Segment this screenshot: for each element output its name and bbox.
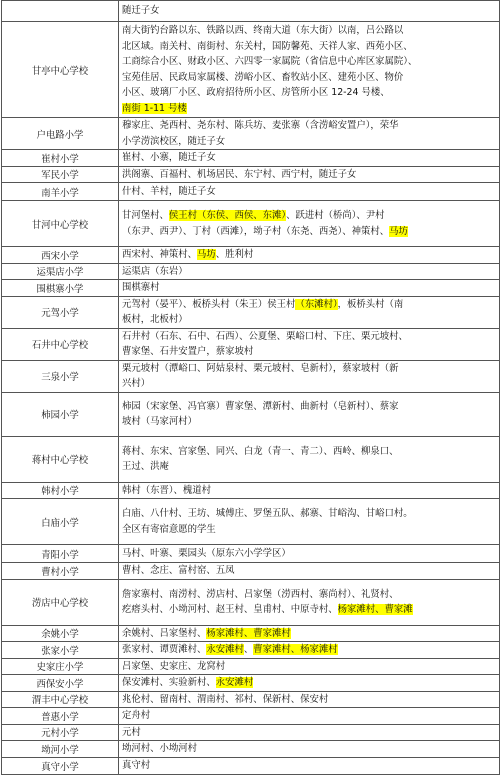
school-name-cell: 围棋寨小学 — [2, 280, 119, 297]
school-name-cell: 甘亭中心学校 — [2, 22, 119, 118]
school-name-cell: 元村小学 — [2, 724, 119, 741]
highlighted-text: 杨家滩村、曹家滩村 — [206, 627, 291, 639]
table-row — [2, 280, 500, 297]
table-row — [2, 675, 500, 692]
table-row — [2, 642, 500, 659]
area-text: 柿园（宋家堡、冯官寨）曹家堡、潭新村、曲新村（皂新村）、蔡家 — [122, 400, 399, 412]
school-name-cell: 西保安小学 — [2, 675, 119, 692]
table-row — [2, 118, 500, 150]
school-name-cell: 张家小学 — [2, 642, 119, 659]
area-text: 什村、羊村，随迁子女 — [122, 185, 216, 197]
area-text: 元驾村（晏平）、板桥头村（朱王）侯王村 — [122, 298, 296, 310]
catchment-area-cell — [119, 658, 500, 675]
area-line — [122, 675, 496, 691]
area-line — [122, 758, 496, 774]
area-line — [122, 399, 496, 415]
catchment-area-cell — [119, 642, 500, 659]
highlighted-text: 南街 1-11 号楼 — [122, 102, 187, 114]
table-row — [2, 392, 500, 436]
area-text: 兴村） — [122, 378, 151, 389]
area-text: 崔村、小寨，随迁子女 — [122, 152, 216, 163]
school-name-cell: 三泉小学 — [2, 360, 119, 392]
area-line — [122, 134, 496, 150]
area-line — [122, 224, 496, 240]
highlighted-text: 侯王村（东侯、西侯、东滩） — [168, 210, 287, 221]
area-line — [122, 329, 496, 345]
catchment-area-cell — [119, 708, 500, 725]
table-row — [2, 436, 500, 482]
table-row — [2, 545, 500, 563]
school-name-cell: 白庙小学 — [2, 499, 119, 545]
table-row — [2, 263, 500, 280]
catchment-area-cell — [119, 166, 500, 183]
catchment-area-cell — [119, 201, 500, 247]
catchment-area-cell — [119, 118, 500, 150]
area-text: 洪阁寨、百福村、机场居民、东宁村、西宁村，随迁子女 — [122, 168, 357, 180]
area-line — [122, 70, 496, 86]
area-line — [122, 444, 496, 460]
area-line — [122, 546, 496, 562]
area-text: 西宋村、神策村、 — [122, 249, 198, 260]
highlighted-text: （东滩村） — [295, 298, 338, 310]
table-row — [2, 150, 500, 167]
school-name-cell: 史家庄小学 — [2, 658, 119, 675]
area-text: 工商综合小区、财政小区、六四零一家属院（省信息中心库区家属院）、 — [122, 56, 418, 67]
table-row — [2, 579, 500, 625]
school-name-cell — [2, 1, 119, 22]
area-line — [122, 626, 496, 642]
area-line — [122, 459, 496, 475]
area-line — [122, 264, 496, 280]
school-name-cell: 坳河小学 — [2, 741, 119, 758]
school-name-cell: 渭丰中心学校 — [2, 691, 119, 708]
table-row — [2, 183, 500, 201]
table-row — [2, 691, 500, 708]
area-line — [122, 118, 496, 134]
area-text: 甘河堡村、 — [122, 210, 169, 221]
area-text: 保安滩村、实验新村、 — [122, 677, 216, 688]
table-row — [2, 247, 500, 264]
area-line — [122, 167, 496, 183]
area-line — [122, 414, 496, 430]
table-row — [2, 625, 500, 642]
table-row — [2, 757, 500, 774]
area-text: 全区有寄宿意愿的学生 — [122, 523, 216, 535]
highlighted-text: 曹家滩村、杨家滩村 — [253, 644, 338, 655]
area-text: 蒋村、东宋、宫家堡、同兴、白龙（青一、青二）、西岭、柳泉口、 — [122, 445, 399, 457]
area-text: 曹家堡、石井安置户，蔡家坡村 — [122, 346, 254, 357]
table-row — [2, 482, 500, 499]
area-text: 马村、叶寨、栗园头（原东六小学学区） — [122, 547, 291, 559]
catchment-area-cell — [119, 1, 500, 22]
area-text: 板村，北板村） — [122, 314, 188, 325]
area-line — [122, 741, 496, 757]
table-row — [2, 22, 500, 118]
table-row — [2, 741, 500, 758]
area-line — [122, 23, 496, 39]
catchment-area-cell — [119, 675, 500, 692]
table-body — [2, 1, 500, 775]
area-text: 北区域。南关村、南街村、东关村，国防馨苑、天祥人家、西苑小区、 — [122, 40, 413, 52]
area-line — [122, 708, 496, 724]
area-text: 小学涝滨校区，随迁子女 — [122, 135, 226, 147]
area-text: 白庙、八什村、王坊、城傅庄、罗堡五队、郝寨、甘峪沟、甘峪口村。 — [122, 508, 413, 519]
area-line — [122, 312, 496, 328]
catchment-area-cell — [119, 499, 500, 545]
catchment-area-cell — [119, 150, 500, 167]
school-name-cell: 余姚小学 — [2, 625, 119, 642]
school-name-cell: 崔村小学 — [2, 150, 119, 167]
catchment-area-cell — [119, 545, 500, 563]
area-line — [122, 344, 496, 360]
highlighted-text: 马坊 — [389, 225, 408, 237]
table-row — [2, 658, 500, 675]
area-line — [122, 184, 496, 200]
area-line — [122, 587, 496, 603]
catchment-area-cell — [119, 436, 500, 482]
school-name-cell: 西宋小学 — [2, 247, 119, 264]
area-line — [122, 101, 496, 117]
area-line — [122, 376, 496, 392]
table-row — [2, 563, 500, 580]
highlighted-text: 永安滩村 — [206, 644, 244, 655]
area-text: 真守村 — [122, 759, 151, 771]
area-text: 穆家庄、尧西村、尧东村、陈兵坊、麦张寨（含涝峪安置户），荣华 — [122, 120, 399, 131]
school-name-cell: 南羊小学 — [2, 183, 119, 201]
table-row — [2, 360, 500, 392]
school-name-cell: 元驾小学 — [2, 296, 119, 328]
table-row — [2, 296, 500, 328]
area-text: 兆伦村、留南村、渭南村、祁村、保新村、保安村 — [122, 693, 329, 705]
catchment-area-cell — [119, 296, 500, 328]
area-line — [122, 483, 496, 499]
school-name-cell: 运渠店小学 — [2, 263, 119, 280]
area-text: 运渠店（东岩） — [122, 265, 188, 277]
area-text: 围棋寨村 — [122, 282, 160, 293]
table-row — [2, 499, 500, 545]
school-district-table — [1, 0, 500, 775]
catchment-area-cell — [119, 482, 500, 499]
catchment-area-cell — [119, 741, 500, 758]
catchment-area-cell — [119, 563, 500, 580]
catchment-area-cell — [119, 183, 500, 201]
school-name-cell: 户电路小学 — [2, 118, 119, 150]
area-text: 坳河村、小坳河村 — [122, 743, 198, 754]
catchment-area-cell — [119, 392, 500, 436]
area-text: 石井村（石东、石中、石西）、公夏堡、栗峪口村、下庄、栗元坡村、 — [122, 330, 408, 342]
area-line — [122, 54, 496, 70]
area-line — [122, 361, 496, 377]
school-name-cell: 涝店中心学校 — [2, 579, 119, 625]
highlighted-text: 永安滩村 — [215, 677, 254, 688]
area-line — [122, 506, 496, 522]
area-line — [122, 522, 496, 538]
area-line — [122, 563, 496, 579]
school-name-cell: 青阳小学 — [2, 545, 119, 563]
area-text: 吕家堡、史家庄、龙窝村 — [122, 660, 226, 672]
area-line — [122, 247, 496, 263]
area-line — [122, 602, 496, 618]
area-line — [122, 39, 496, 55]
catchment-area-cell — [119, 328, 500, 360]
highlighted-text: 杨家滩村、曹家滩 — [337, 604, 413, 615]
catchment-area-cell — [119, 625, 500, 642]
area-line — [122, 725, 496, 741]
school-name-cell: 曹村小学 — [2, 563, 119, 580]
area-text: 王过、洪庵 — [122, 461, 169, 472]
area-line — [122, 297, 496, 313]
area-text: 随迁子女 — [122, 5, 160, 17]
area-text: 栗元坡村（潭峪口、阿姑泉村、栗元坡村、皂新村），蔡家坡村（新 — [122, 362, 399, 374]
area-text: 韩村（东晋）、槐道村 — [122, 484, 212, 496]
school-name-cell: 石井中心学校 — [2, 328, 119, 360]
area-text: 、 — [243, 644, 254, 655]
catchment-area-cell — [119, 263, 500, 280]
school-name-cell: 甘河中心学校 — [2, 201, 119, 247]
catchment-area-cell — [119, 22, 500, 118]
area-text: 、跃进村（桥尚）、尹村 — [286, 210, 385, 221]
area-line — [122, 659, 496, 675]
catchment-area-cell — [119, 360, 500, 392]
area-text: 詹家寨村、南涝村、涝店村、吕家堡（涝西村、寨尚村）、礼贤村、 — [122, 588, 399, 600]
school-name-cell: 韩村小学 — [2, 482, 119, 499]
area-text: （东尹、西尹）、丁村（西滩），坳子村（东尧、西尧）、神策村、 — [122, 225, 390, 237]
area-text: 疙瘩头村、小坳河村、赵王村、皇甫村、中原寺村、 — [122, 604, 338, 615]
table-row — [2, 1, 500, 22]
area-text: 小区、玻璃厂小区、政府招待所小区、房管所小区 12-24 号楼、 — [122, 87, 390, 98]
area-text: 坡村（马家河村） — [122, 416, 198, 427]
area-text: 曹村、念庄、富村窑、五凤 — [122, 565, 235, 576]
catchment-area-cell — [119, 579, 500, 625]
area-line — [122, 3, 496, 19]
area-line — [122, 280, 496, 296]
school-name-cell: 军民小学 — [2, 166, 119, 183]
area-line — [122, 642, 496, 658]
catchment-area-cell — [119, 691, 500, 708]
catchment-area-cell — [119, 280, 500, 297]
table-row — [2, 724, 500, 741]
table-row — [2, 708, 500, 725]
school-name-cell: 普惠小学 — [2, 708, 119, 725]
area-text: 张家村、谭贾滩村、 — [122, 644, 207, 655]
school-name-cell: 柿园小学 — [2, 392, 119, 436]
area-text: 、胜利村 — [215, 249, 254, 260]
table-row — [2, 328, 500, 360]
area-text: 宝苑佳居、民政局家属楼、涝峪小区、畜牧站小区、建苑小区、物价 — [122, 71, 404, 83]
catchment-area-cell — [119, 247, 500, 264]
catchment-area-cell — [119, 724, 500, 741]
highlighted-text: 马坊 — [197, 249, 216, 260]
catchment-area-cell — [119, 757, 500, 774]
area-line — [122, 150, 496, 166]
area-text: ，板桥头村（南 — [337, 298, 404, 310]
area-text: 余姚村、吕家堡村、 — [122, 627, 207, 639]
school-name-cell: 蒋村中心学校 — [2, 436, 119, 482]
area-line — [122, 85, 496, 101]
table-row — [2, 201, 500, 247]
area-text: 南大街钓台路以东、铁路以西、终南大道（东大街）以南，吕公路以 — [122, 25, 404, 36]
area-text: 定舟村 — [122, 710, 151, 721]
area-text: 元村 — [122, 726, 141, 738]
area-line — [122, 208, 496, 224]
table-row — [2, 166, 500, 183]
school-name-cell: 真守小学 — [2, 757, 119, 774]
